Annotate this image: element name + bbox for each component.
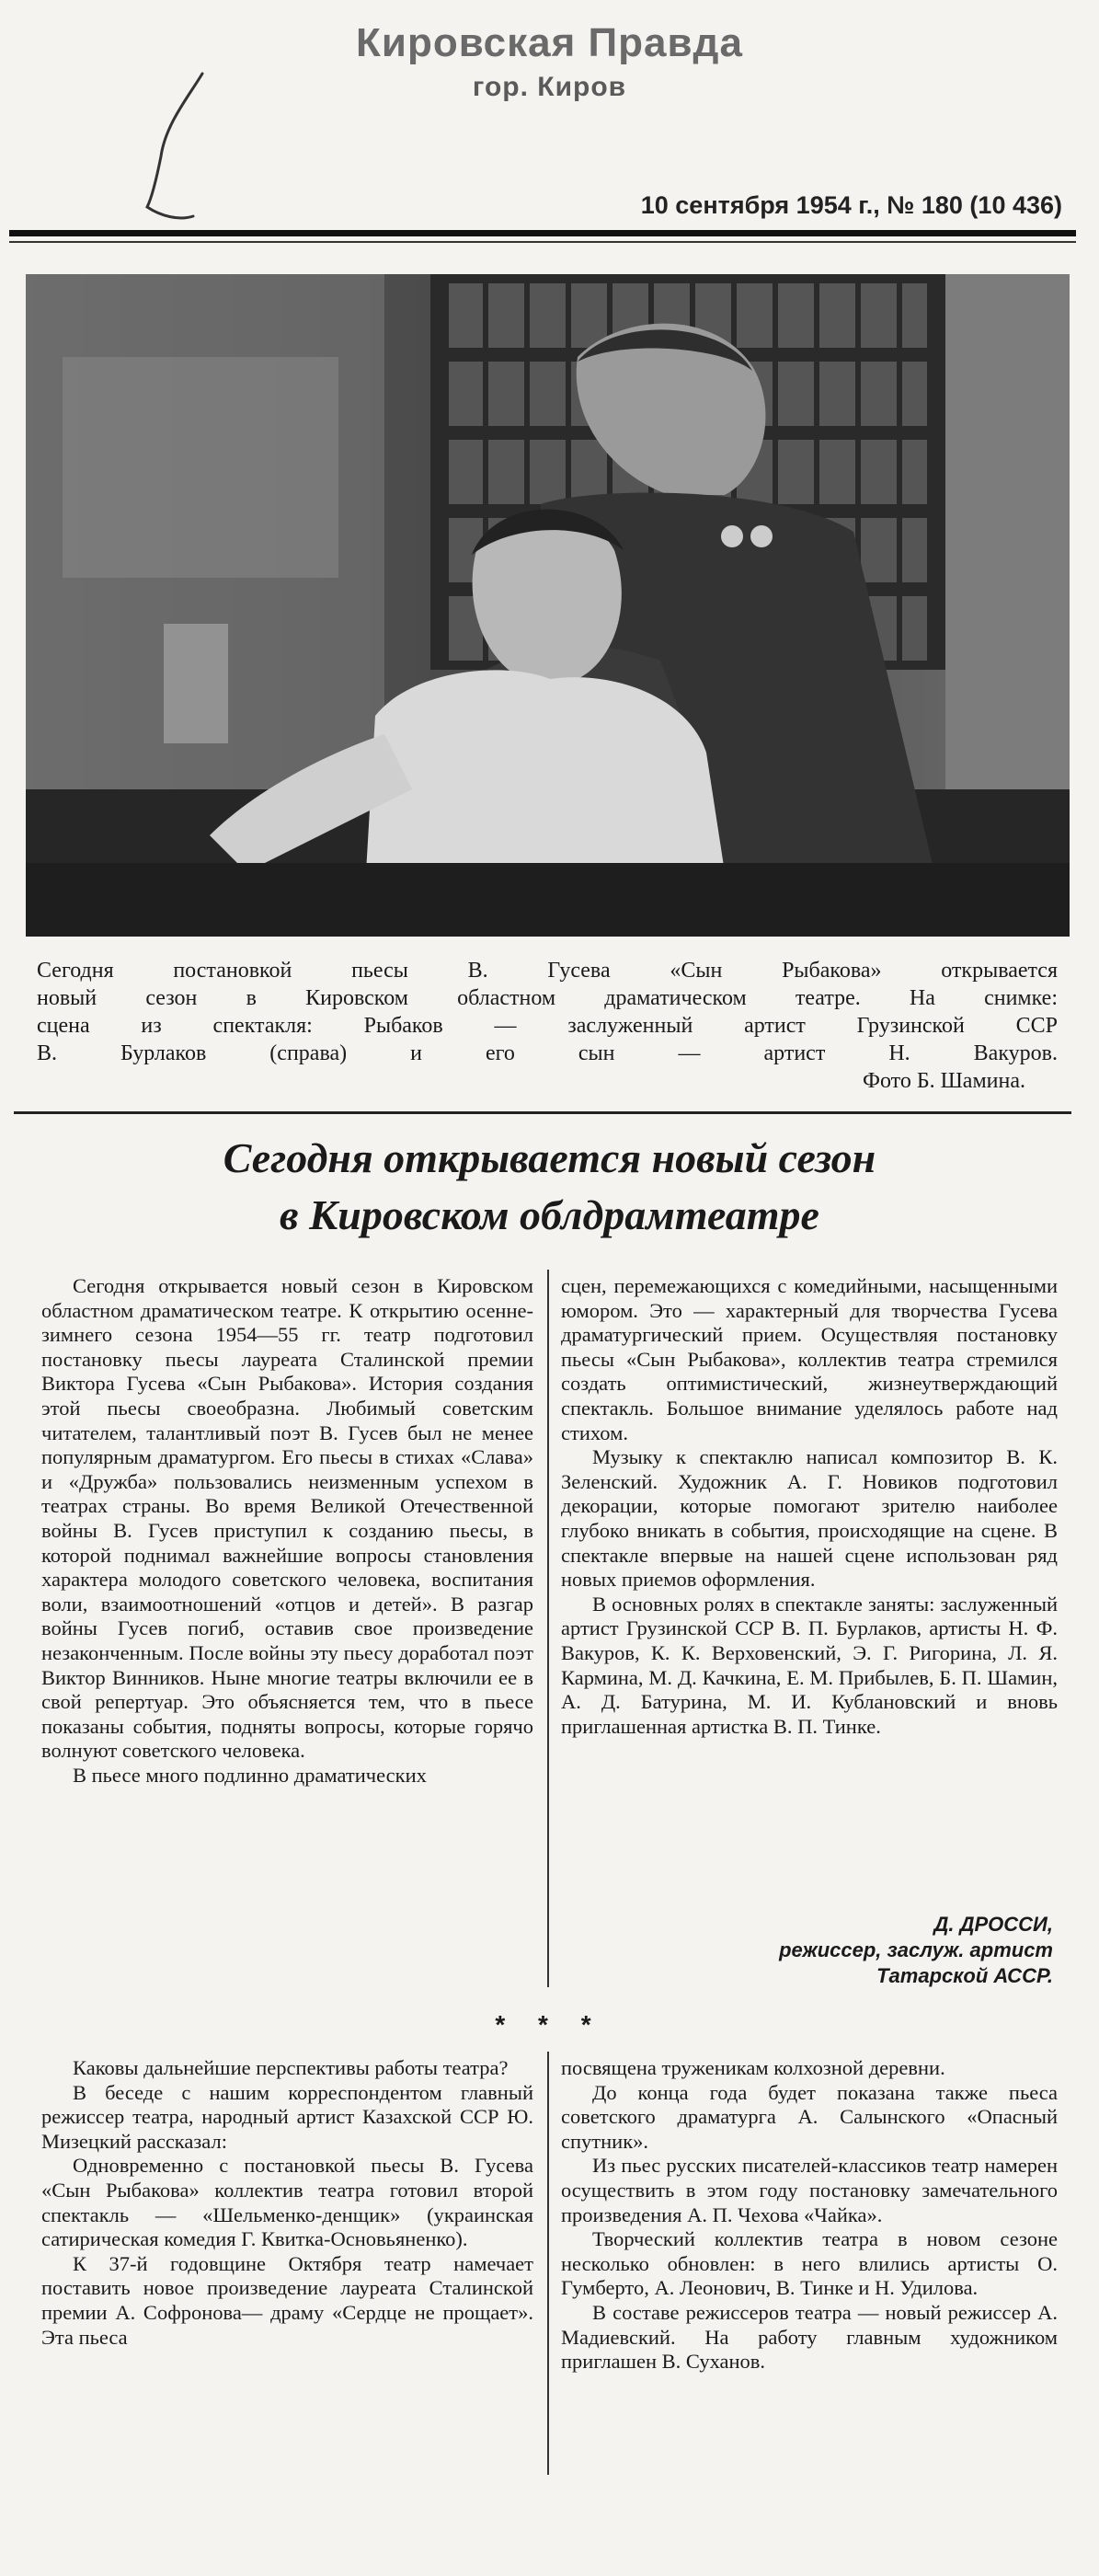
author-name: Д. ДРОССИ, bbox=[933, 1913, 1053, 1936]
section-separator: * * * bbox=[495, 2010, 604, 2039]
paragraph: В основных ролях в спектакле заняты: заслуженный артист Грузинской ССР В. П. Бурлаков, артисты Н. Ф. Вакуров, К. К. Верховенский, Э. Г. Ригорина, Л. Я. Кармина, М. Д. Качкина, Е. М. Прибылев, Б. П. Шамин, А. Д. Батурина, М. И. Кублановский и вновь приглашенная артистка В. П. Тинке. bbox=[561, 1592, 1058, 1738]
column-divider bbox=[547, 2052, 549, 2475]
article2-column-1 bbox=[41, 2056, 533, 2350]
article1-column-1 bbox=[41, 1274, 533, 1788]
headline-line-1: Сегодня открывается новый сезон bbox=[223, 1134, 876, 1181]
section-rule bbox=[14, 1111, 1071, 1114]
paragraph: В составе режиссеров театра — новый режиссер А. Мадиевский. На работу главным художником приглашен В. Суханов. bbox=[561, 2300, 1058, 2374]
photo-caption bbox=[37, 957, 1058, 1095]
headline-line-2: в Кировском облдрамтеатре bbox=[280, 1191, 819, 1238]
paragraph: В беседе с нашим корреспондентом главный режиссер театра, народный артист Казахской ССР Ю. Мизецкий рассказал: bbox=[41, 2080, 533, 2153]
paragraph: К 37-й годовщине Октября театр намечает поставить новое произведение лауреата Сталинской премии А. Софронова— драму «Сердце не прощает». Эта пьеса bbox=[41, 2251, 533, 2349]
author-signature bbox=[779, 1912, 1053, 1989]
photo-credit: Фото Б. Шамина. bbox=[863, 1069, 1025, 1093]
author-title: режиссер, заслуж. артист bbox=[779, 1938, 1053, 1961]
paragraph: Из пьес русских писателей-классиков театр намерен осуществить в этом году постановку замечательного произведения А. П. Чехова «Чайка». bbox=[561, 2154, 1058, 2226]
paper-name: Кировская Правда bbox=[356, 20, 743, 65]
column-divider bbox=[547, 1270, 549, 1987]
paragraph: В пьесе много подлинно драматических bbox=[73, 1763, 427, 1787]
dateline: 10 сентября 1954 г., № 180 (10 436) bbox=[640, 191, 1062, 219]
paragraph: Творческий коллектив театра в новом сезоне несколько обновлен: в него влились артисты О. Гумберто, А. Леонович, В. Тинке и Н. Удилова. bbox=[561, 2227, 1058, 2300]
paragraph: До конца года будет показана также пьеса советского драматурга А. Салынского «Опасный спутник». bbox=[561, 2080, 1058, 2153]
paragraph: Сегодня открывается новый сезон в Кировском областном драматическом театре. К открытию осенне-зимнего сезона 1954—55 гг. театр подготовил постановку пьесы лауреата Сталинской премии Виктора Гусева «Сын Рыбакова». История создания этой пьесы своеобразна. Любимый советским читателем, талантливый поэт В. Гусев был не менее популярным драматургом. Его пьесы в стихах «Слава» и «Дружба» пользовались неизменным успехом в театрах страны. Во время Великой Отечественной войны В. Гусев приступил к созданию пьесы, в которой поднимал важнейшие вопросы становления характера молодого советского человека, воспитания воли, взаимоотношений «отцов и детей». В разгар войны Гусев погиб, оставив свое произведение незаконченным. После войны эту пьесу доработал поэт Виктор Винников. Ныне многие театры включили ее в свой репертуар. Это объясняется тем, что в пьесе показаны события, подняты вопросы, которые горячо волнуют советского человека. bbox=[41, 1274, 533, 1763]
header-rule bbox=[9, 230, 1076, 236]
paragraph: посвящена труженикам колхозной деревни. bbox=[561, 2056, 945, 2079]
header-rule-thin bbox=[9, 241, 1076, 243]
caption-line: Сегодня постановкой пьесы В. Гусева «Сын Рыбакова» открывается bbox=[37, 959, 1058, 983]
article2-column-2 bbox=[561, 2056, 1058, 2375]
article1-column-2 bbox=[561, 1274, 1058, 1739]
theatre-scene-photo bbox=[26, 274, 1070, 937]
caption-line: сцена из спектакля: Рыбаков — заслуженный артист Грузинской ССР bbox=[37, 1014, 1058, 1038]
paragraph: Музыку к спектаклю написал композитор В. К. Зеленский. Художник А. Г. Новиков подготовил декорации, которые помогают зрителю наиболее глубоко вникать в события, происходящие на сцене. В спектакле впервые на нашей сцене использован ряд новых приемов оформления. bbox=[561, 1445, 1058, 1592]
paper-city: гор. Киров bbox=[472, 72, 627, 102]
photo-illustration bbox=[26, 274, 1070, 937]
caption-line: новый сезон в Кировском областном драматическом театре. На снимке: bbox=[37, 986, 1058, 1010]
article-headline bbox=[0, 1130, 1099, 1244]
caption-line: В. Бурлаков (справа) и его сын — артист Н. Вакуров. bbox=[37, 1041, 1058, 1065]
paragraph: Каковы дальнейшие перспективы работы театра? bbox=[73, 2056, 509, 2079]
pen-mark bbox=[138, 69, 221, 225]
author-title: Татарской АССР. bbox=[876, 1964, 1053, 1987]
paragraph: Одновременно с постановкой пьесы В. Гусева «Сын Рыбакова» коллектив театра готовил второй спектакль — «Шельменко-денщик» (украинская сатирическая комедия Г. Квитка-Основьяненко). bbox=[41, 2154, 533, 2251]
paragraph: сцен, перемежающихся с комедийными, насыщенными юмором. Это — характерный для творчества Гусева драматургический прием. Осуществляя постановку пьесы «Сын Рыбакова», коллектив театра стремился создать оптимистический, жизнеутверждающий спектакль. Большое внимание уделялось работе над стихом. bbox=[561, 1274, 1058, 1444]
